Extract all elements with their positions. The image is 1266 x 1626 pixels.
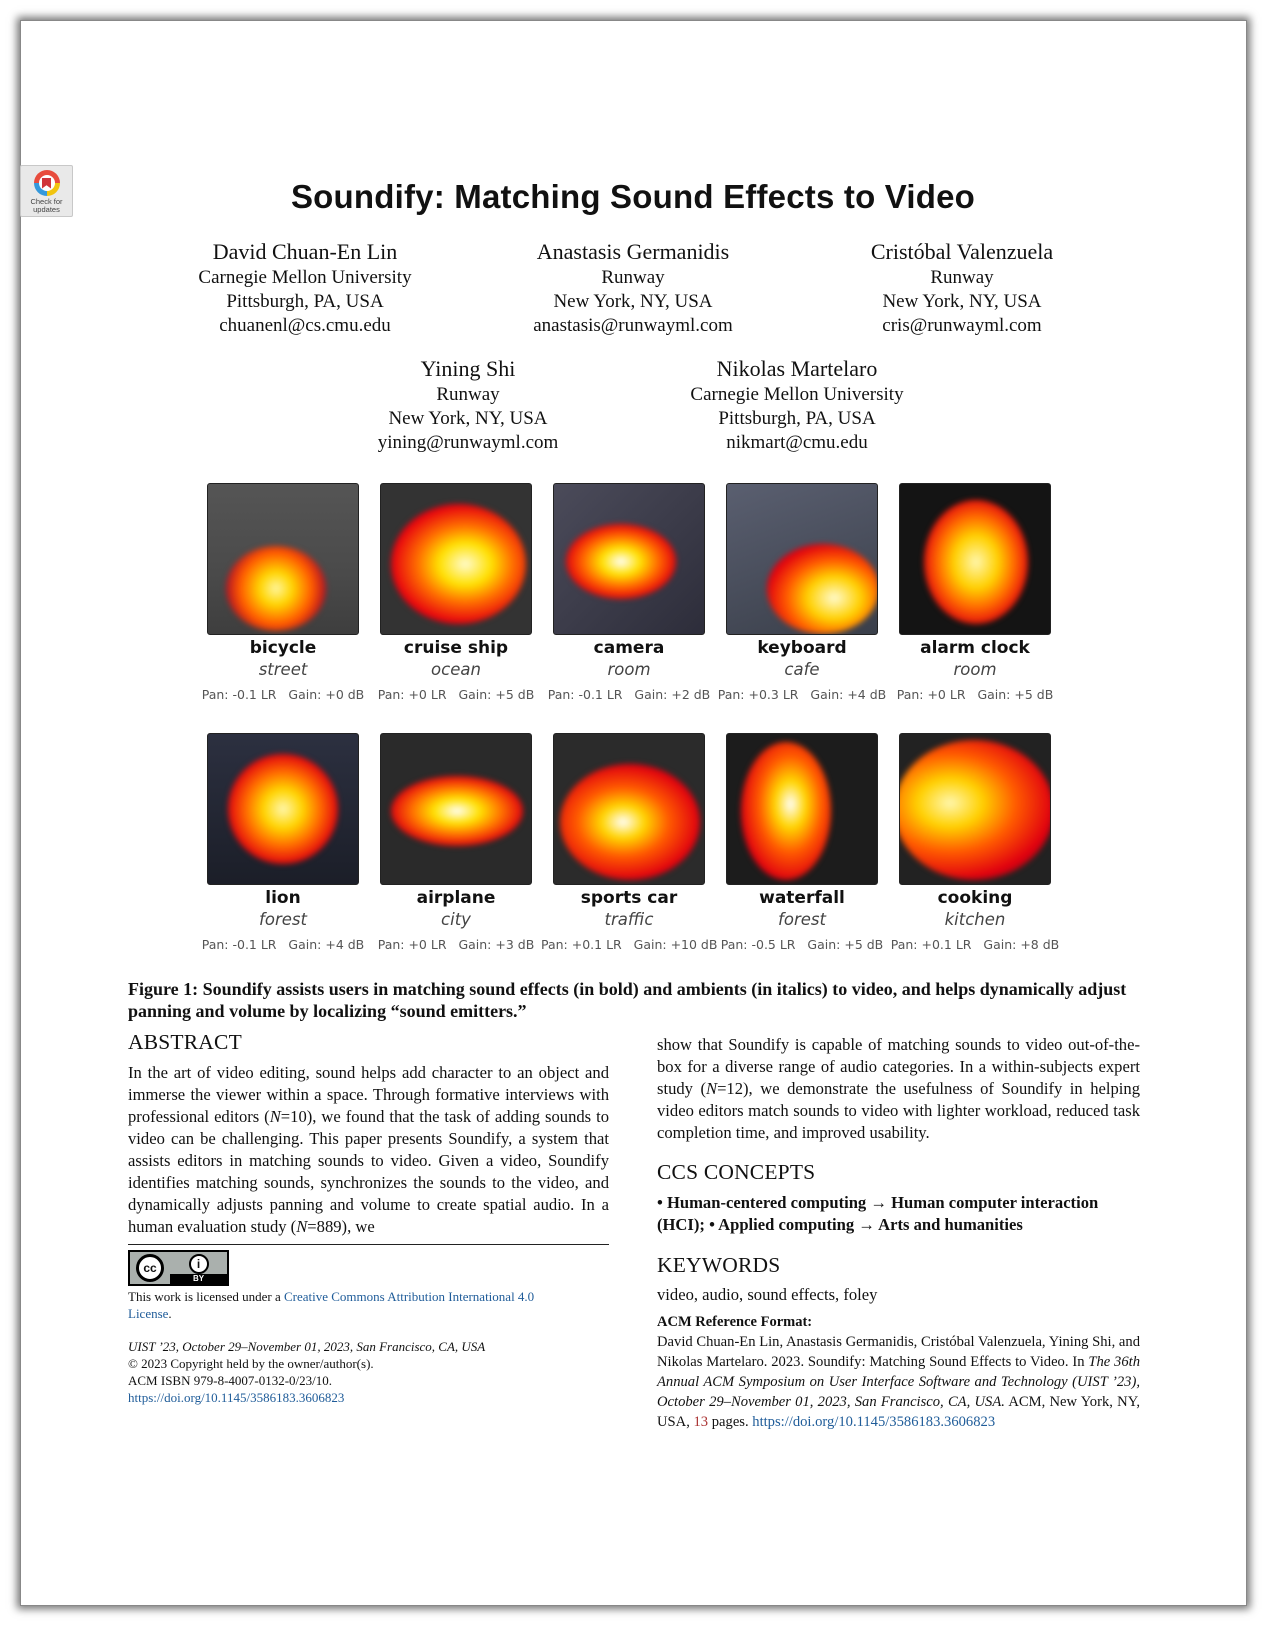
footnote-rule — [128, 1244, 609, 1245]
author-block: Anastasis Germanidis Runway New York, NY, USA anastasis@runwayml.com — [533, 239, 733, 336]
figure-item-label: keyboard cafe Pan: +0.3 LR Gain: +4 dB — [717, 638, 887, 702]
figure-item-label: airplane city Pan: +0 LR Gain: +3 dB — [377, 888, 535, 952]
publication-info: UIST ’23, October 29–November 01, 2023, San Francisco, CA, USA © 2023 Copyright held by the owner/author(s). ACM ISBN 979-8-4007-0132-0/23/10. https://doi.org/10.1145/3586183.3606823 — [128, 1338, 609, 1406]
keywords-text: video, audio, sound effects, foley — [657, 1285, 878, 1304]
author-block: Nikolas Martelaro Carnegie Mellon University Pittsburgh, PA, USA nikmart@cmu.edu — [690, 356, 904, 453]
reference-heading: ACM Reference Format: — [657, 1314, 813, 1330]
doi-link[interactable]: https://doi.org/10.1145/3586183.3606823 — [128, 1390, 345, 1405]
video-thumbnail — [207, 733, 359, 885]
paper-title: Soundify: Matching Sound Effects to Video — [290, 178, 976, 215]
figure-item-label: waterfall forest Pan: -0.5 LR Gain: +5 dB — [720, 888, 884, 952]
abstract-text-continued: show that Soundify is capable of matching sounds to video out-of-the-box for a diverse range of audio categories. In a within-subjects expert study (N=12), we demonstrate the usefulness of Soundify in helping video editors match sounds to video with lighter workload, reduced task completion time, and improved usability. — [657, 1035, 1140, 1142]
figure-1 — [201, 482, 1066, 952]
abstract-text: In the art of video editing, sound helps add character to an object and immerse the viewer within a space. Through formative interviews with professional editors (N=10), we found that the task of adding sounds to video can be challenging. This paper presents Soundify, a system that assists editors in matching sounds to video. Given a video, Soundify identifies matching sounds, synchronizes the sounds to the video, and dynamically adjusts panning and volume to create spatial audio. In a human evaluation study (N=889), we — [128, 1063, 610, 1236]
figure-item-label: cruise ship ocean Pan: +0 LR Gain: +5 dB — [377, 638, 535, 702]
video-thumbnail — [553, 483, 705, 635]
author-block: Yining Shi Runway New York, NY, USA yining@runwayml.com — [377, 356, 559, 453]
video-thumbnail — [380, 733, 532, 885]
ccs-heading: CCS CONCEPTS — [657, 1160, 816, 1184]
attribution-icon: i — [189, 1254, 209, 1274]
figure-item-label: camera room Pan: -0.1 LR Gain: +2 dB — [547, 638, 711, 702]
figure-item-label: cooking kitchen Pan: +0.1 LR Gain: +8 dB — [890, 888, 1060, 952]
keywords-heading: KEYWORDS — [657, 1253, 781, 1277]
figure-item-label: lion forest Pan: -0.1 LR Gain: +4 dB — [201, 888, 365, 952]
check-for-updates-badge[interactable]: Check for updates — [20, 165, 73, 217]
video-thumbnail — [207, 483, 359, 635]
video-thumbnail — [726, 483, 878, 635]
figure-item-label: sports car traffic Pan: +0.1 LR Gain: +10 dB — [541, 888, 718, 952]
video-thumbnail — [899, 733, 1051, 885]
author-block: David Chuan-En Lin Carnegie Mellon University Pittsburgh, PA, USA chuanenl@cs.cmu.edu — [198, 239, 412, 336]
license-link[interactable]: Creative Commons Attribution International 4.0 License — [128, 1289, 535, 1321]
video-thumbnail — [899, 483, 1051, 635]
figure-caption: Figure 1: Soundify assists users in matching sound effects (in bold) and ambients (in italics) to video, and helps dynamically adjust panning and volume by localizing “sound emitters.” — [128, 979, 1127, 1021]
cc-by-license-icon[interactable]: cc i BY — [128, 1250, 229, 1286]
reference-text: David Chuan-En Lin, Anastasis Germanidis, Cristóbal Valenzuela, Yining Shi, and Nikolas Martelaro. 2023. Soundify: Matching Sound Effects to Video. In The 36th Annual ACM Symposium on User Interface Software and Technology (UIST ’23), October 29–November 01, 2023, San Francisco, CA, USA. ACM, New York, NY, USA, 13 pages. https://doi.org/10.1145/3586183.3606823 — [657, 1334, 1140, 1430]
video-thumbnail — [380, 483, 532, 635]
license-text: This work is licensed under a Creative Commons Attribution International 4.0 License. — [128, 1289, 535, 1321]
figure-item-label: bicycle street Pan: -0.1 LR Gain: +0 dB — [201, 638, 365, 702]
author-block: Cristóbal Valenzuela Runway New York, NY, USA cris@runwayml.com — [870, 239, 1054, 336]
ccs-concepts: • Human-centered computing → Human computer interaction (HCI); • Applied computing → Arts and humanities — [657, 1193, 1099, 1234]
abstract-heading: ABSTRACT — [128, 1030, 242, 1054]
video-thumbnail — [553, 733, 705, 885]
reference-doi-link[interactable]: https://doi.org/10.1145/3586183.3606823 — [752, 1414, 996, 1430]
figure-item-label: alarm clock room Pan: +0 LR Gain: +5 dB — [896, 638, 1054, 702]
video-thumbnail — [726, 733, 878, 885]
